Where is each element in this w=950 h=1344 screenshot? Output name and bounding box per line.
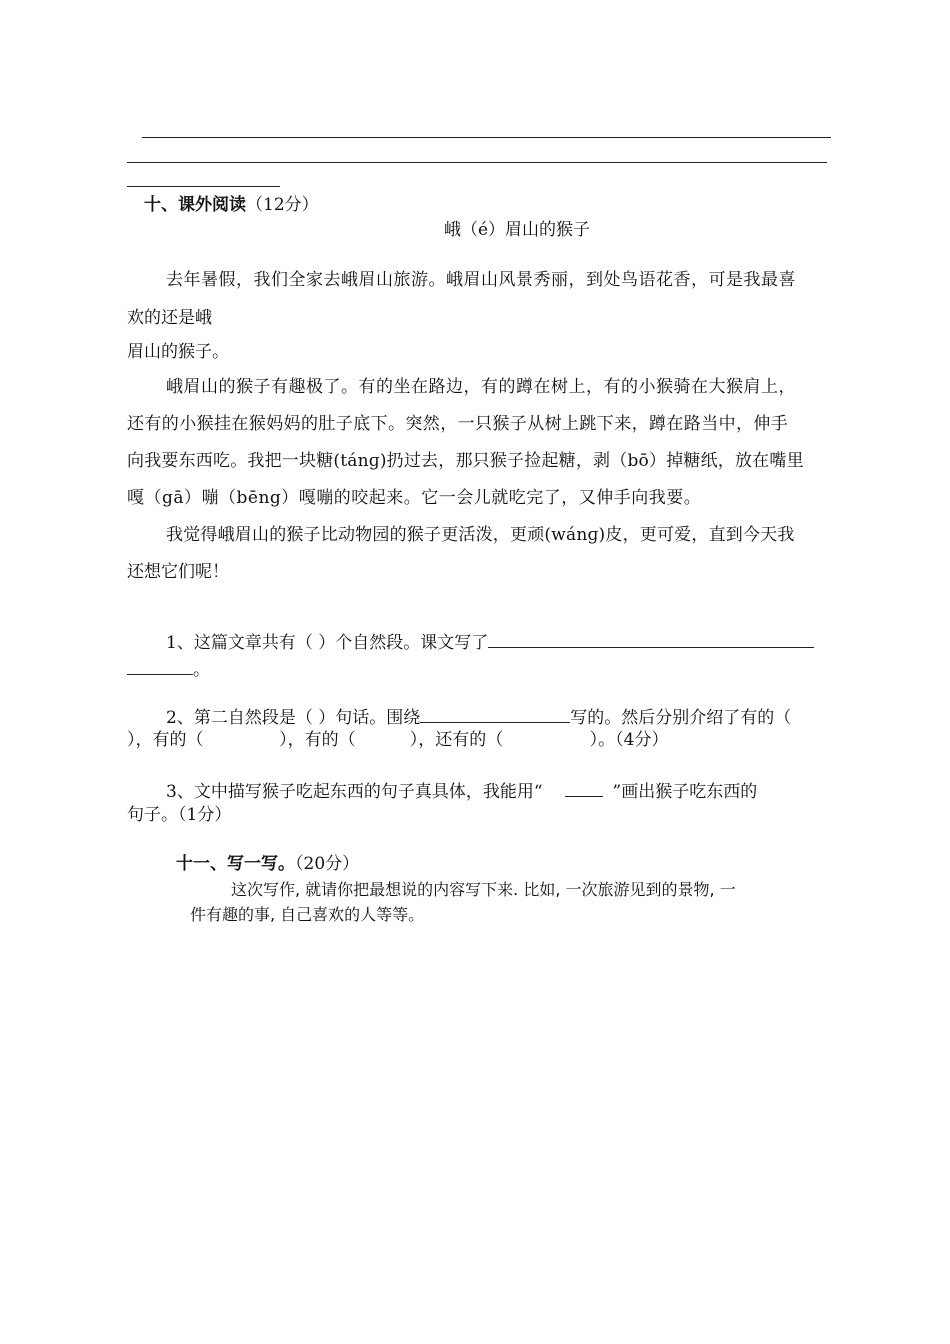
question-1-end: 。 (193, 660, 210, 680)
question-2-row-2: ），有的（ ），有的（ ），还有的（ ）。（4分） (127, 730, 669, 750)
answer-line-2 (127, 162, 827, 163)
p1-line-1: 去年暑假，我们全家去峨眉山旅游。峨眉山风景秀丽，到处鸟语花香，可是我最喜 (166, 270, 796, 290)
question-1-row-2 (127, 658, 210, 680)
story-title: 峨（é）眉山的猴子 (444, 220, 591, 240)
question-2-blank[interactable] (420, 706, 570, 723)
question-2-row-1 (166, 706, 791, 728)
section-11-line-2: 件有趣的事, 自己喜欢的人等等。 (190, 905, 425, 924)
question-1-text: 1、这篇文章共有（ ）个自然段。课文写了 (166, 633, 489, 653)
question-3-text-b: ”画出猴子吃东西的 (612, 782, 758, 802)
section-11-points: （20分） (295, 854, 360, 874)
question-3-row-1 (166, 780, 757, 802)
question-1-blank-cont[interactable] (127, 658, 193, 675)
p1-line-2: 欢的还是峨 (127, 308, 212, 328)
p3-line-1: 我觉得峨眉山的猴子比动物园的猴子更活泼，更顽(wánɡ)皮，更可爱，直到今天我 (166, 525, 795, 545)
section-10-heading: 十、课外阅读 (144, 195, 246, 215)
p1-line-3: 眉山的猴子。 (127, 342, 229, 362)
answer-line-3 (127, 186, 280, 187)
question-1-blank[interactable] (488, 631, 814, 648)
section-11-line-1: 这次写作, 就请你把最想说的内容写下来. 比如, 一次旅游见到的景物, 一 (231, 880, 736, 899)
p2-line-3: 向我要东西吃。我把一块糖(tánɡ)扔过去，那只猴子捡起糖，剥（bō）掉糖纸，放在嘴里 (127, 451, 804, 471)
section-10-points: （12分） (246, 195, 319, 215)
question-2-text-b: 写的。然后分别介绍了有的（ (570, 708, 792, 728)
section-11-heading-row (176, 854, 359, 874)
section-11-heading: 十一、写一写。 (176, 854, 295, 874)
question-3-row-2: 句子。（1分） (127, 805, 232, 825)
p2-line-4: 嘎（gā）嘣（bēng）嘎嘣的咬起来。它一会儿就吃完了，又伸手向我要。 (127, 488, 702, 508)
answer-line-1 (142, 137, 831, 138)
p2-line-2: 还有的小猴挂在猴妈妈的肚子底下。突然，一只猴子从树上跳下来，蹲在路当中，伸手 (127, 414, 789, 434)
question-3-underline-sample (565, 780, 603, 797)
section-10-heading-row (144, 195, 319, 215)
question-3-text-a: 3、文中描写猴子吃起东西的句子真具体，我能用“ (166, 782, 543, 802)
p3-line-2: 还想它们呢！ (127, 562, 229, 582)
p2-line-1: 峨眉山的猴子有趣极了。有的坐在路边，有的蹲在树上，有的小猴骑在大猴肩上， (166, 377, 796, 397)
question-1-row (166, 631, 814, 653)
question-2-text-a: 2、第二自然段是（ ）句话。围绕 (166, 708, 421, 728)
